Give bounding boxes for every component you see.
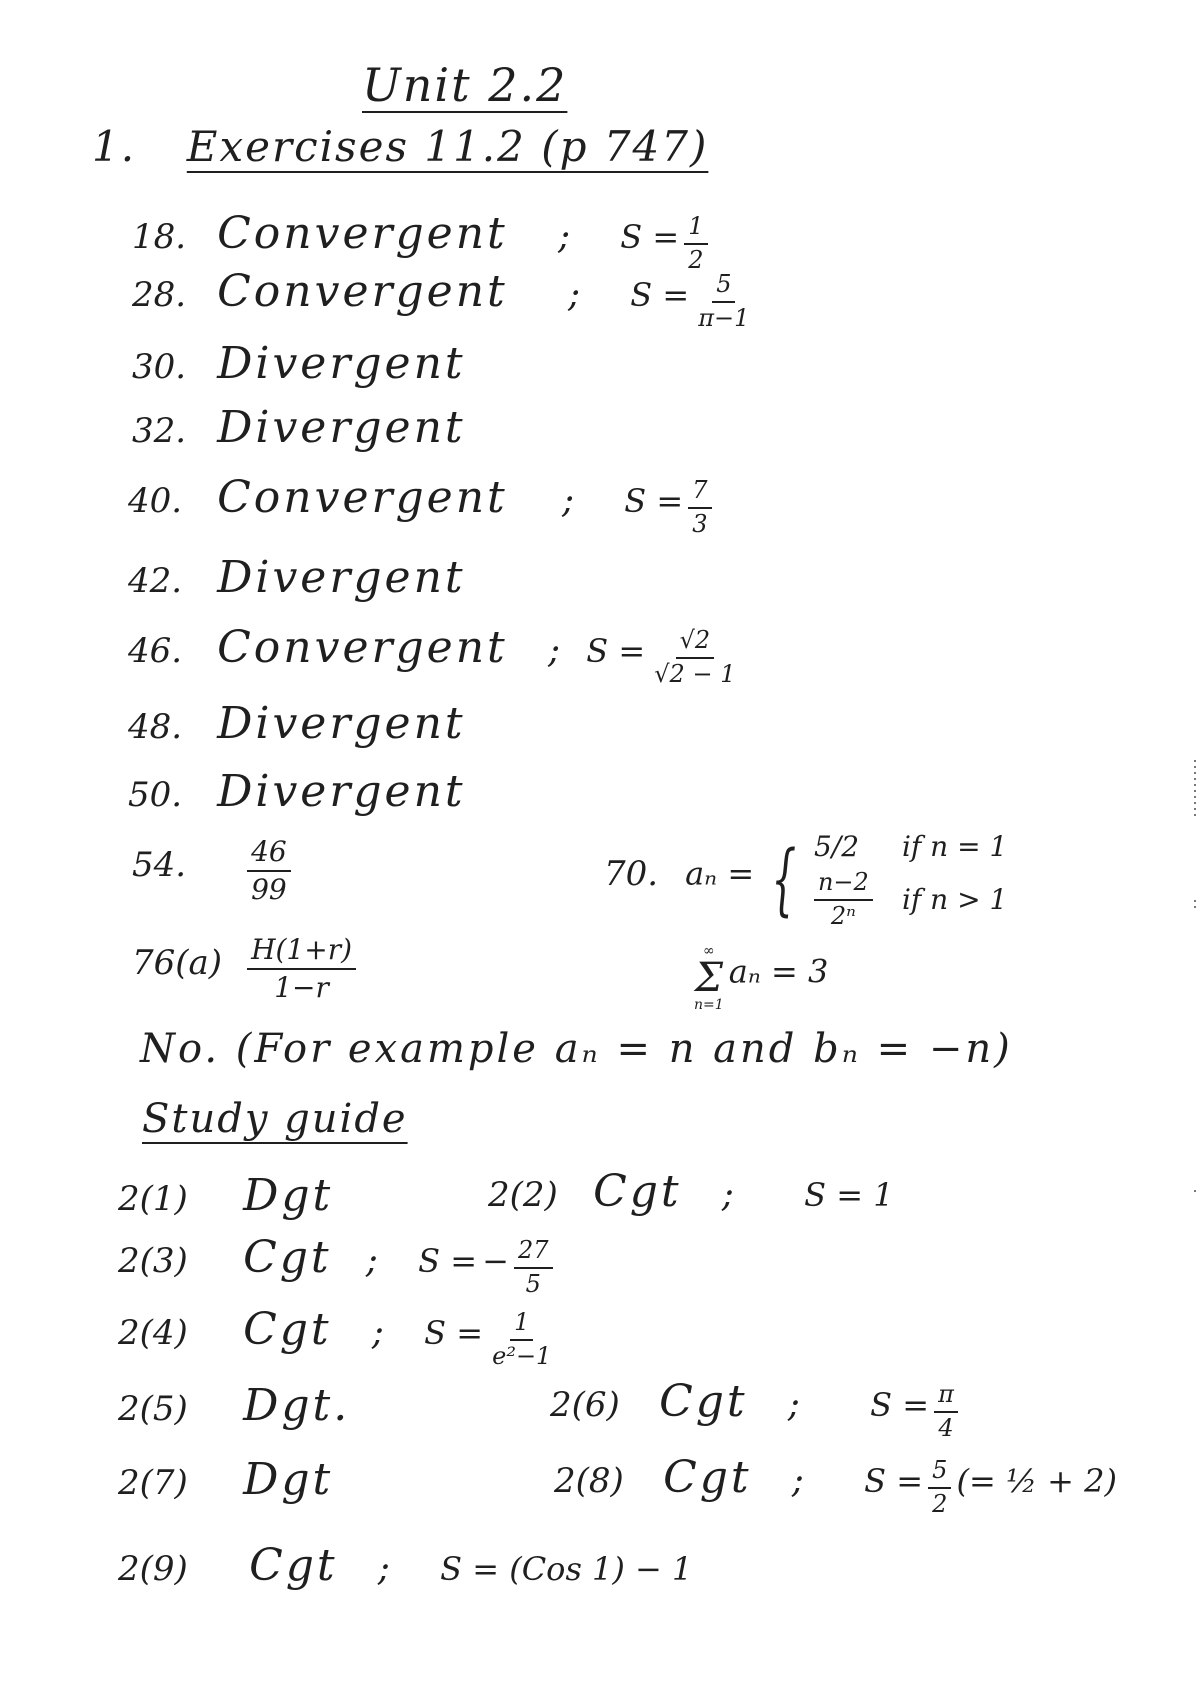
scan-artifact: [1194, 900, 1196, 908]
study-row: 2(7) Dgt: [118, 1454, 334, 1505]
exercise-result: Convergent: [217, 622, 508, 673]
exercise-row: [128, 698, 466, 749]
exercise-row: [132, 934, 356, 1004]
left-brace: {: [771, 835, 797, 926]
study-row: 2(8) Cgt ; S = $\frac{5}{2}$ (= ½ + 2): [554, 1452, 1117, 1518]
exercise-70: [604, 830, 1007, 930]
scan-artifact: [1194, 1190, 1196, 1196]
exercise-result: Divergent: [217, 698, 466, 749]
separator: ;: [561, 480, 575, 521]
sum-label: S =: [586, 632, 646, 670]
exercise-result: Convergent: [217, 208, 508, 259]
exercise-number: 50.: [128, 775, 183, 815]
sum-label: S =: [630, 276, 690, 314]
exercise-row: [128, 472, 712, 538]
exercise-number: 76(a): [132, 942, 223, 983]
exercise-number: 32.: [132, 411, 187, 451]
exercise-number: 30.: [132, 347, 187, 387]
exercise-result: Divergent: [217, 402, 466, 453]
exercise-result: Convergent: [217, 266, 508, 317]
exercise-result: Convergent: [217, 472, 508, 523]
exercise-row: [132, 208, 708, 274]
sigma-symbol: ∞ Σ n=1: [694, 943, 724, 1013]
sum-label: S =: [624, 482, 684, 520]
sum-fraction: $\frac{1}{2}$: [684, 213, 707, 274]
sum-fraction: $\frac{5}{\pi-1}$: [698, 269, 750, 332]
section-heading: [92, 122, 708, 171]
exercise-result: Divergent: [217, 338, 466, 389]
study-row: 2(2) Cgt ; S = 1: [488, 1166, 894, 1217]
exercise-number: 40.: [128, 481, 183, 521]
exercise-result: Divergent: [217, 552, 466, 603]
scan-artifact: [1194, 760, 1196, 820]
exercise-row: [128, 552, 466, 603]
exercise-row: [140, 1026, 1013, 1072]
answer-fraction: $\frac{H(1+r)}{1-r}$: [247, 934, 356, 1004]
exercise-number: 28.: [132, 275, 187, 315]
page-title: Unit 2.2: [362, 58, 568, 112]
exercise-number: 42.: [128, 561, 183, 601]
separator: ;: [557, 216, 571, 257]
study-row: 2(4) Cgt ; S = $\frac{1}{\text{e²−1}}$: [118, 1304, 552, 1370]
piecewise-cases: [814, 830, 1007, 930]
exercise-result: Divergent: [217, 766, 466, 817]
series-sum: ∞ Σ n=1 aₙ = 3: [694, 943, 829, 1013]
sum-fraction: $\frac{√2}{√2 - 1}$: [654, 625, 736, 688]
case-row: $\frac{n-2}{\text{2ⁿ}}$ if n > 1: [814, 869, 1007, 930]
sum-label: S =: [620, 218, 680, 256]
study-row: 2(5) Dgt.: [118, 1380, 351, 1431]
exercise-number: 54.: [132, 844, 187, 885]
exercise-number: 48.: [128, 707, 183, 747]
exercise-row: [132, 402, 466, 453]
separator: ;: [567, 274, 581, 315]
exercise-number: 18.: [132, 217, 187, 257]
study-row: 2(6) Cgt ; S = $\frac{\pi}{4}$: [550, 1376, 958, 1442]
study-row: 2(1) Dgt: [118, 1170, 334, 1221]
section-title: Exercises 11.2 (p 747): [186, 122, 709, 171]
exercise-answer: No. (For example aₙ = n and bₙ = −n): [140, 1026, 1013, 1072]
study-row: 2(9) Cgt ; S = (Cos 1) − 1: [118, 1540, 693, 1591]
study-row: 2(3) Cgt ; S = − $\frac{27}{5}$: [118, 1232, 553, 1298]
exercise-row: [128, 622, 739, 688]
case-fraction: $\frac{n-2}{\text{2ⁿ}}$: [814, 869, 873, 930]
exercise-number: 70.: [604, 853, 659, 894]
section-number: 1.: [92, 122, 137, 171]
exercise-number: 46.: [128, 631, 183, 671]
study-guide-heading: Study guide: [142, 1096, 408, 1142]
answer-fraction: $\frac{46}{99}$: [247, 836, 291, 906]
exercise-row: [132, 266, 753, 332]
exercise-row: [128, 766, 466, 817]
case-row: 5/2 if n = 1: [813, 830, 1008, 863]
exercise-row: [132, 836, 291, 906]
exercise-row: [132, 338, 466, 389]
sequence-lhs: aₙ =: [685, 854, 755, 893]
sum-fraction: $\frac{7}{3}$: [688, 477, 711, 538]
separator: ;: [547, 630, 561, 671]
